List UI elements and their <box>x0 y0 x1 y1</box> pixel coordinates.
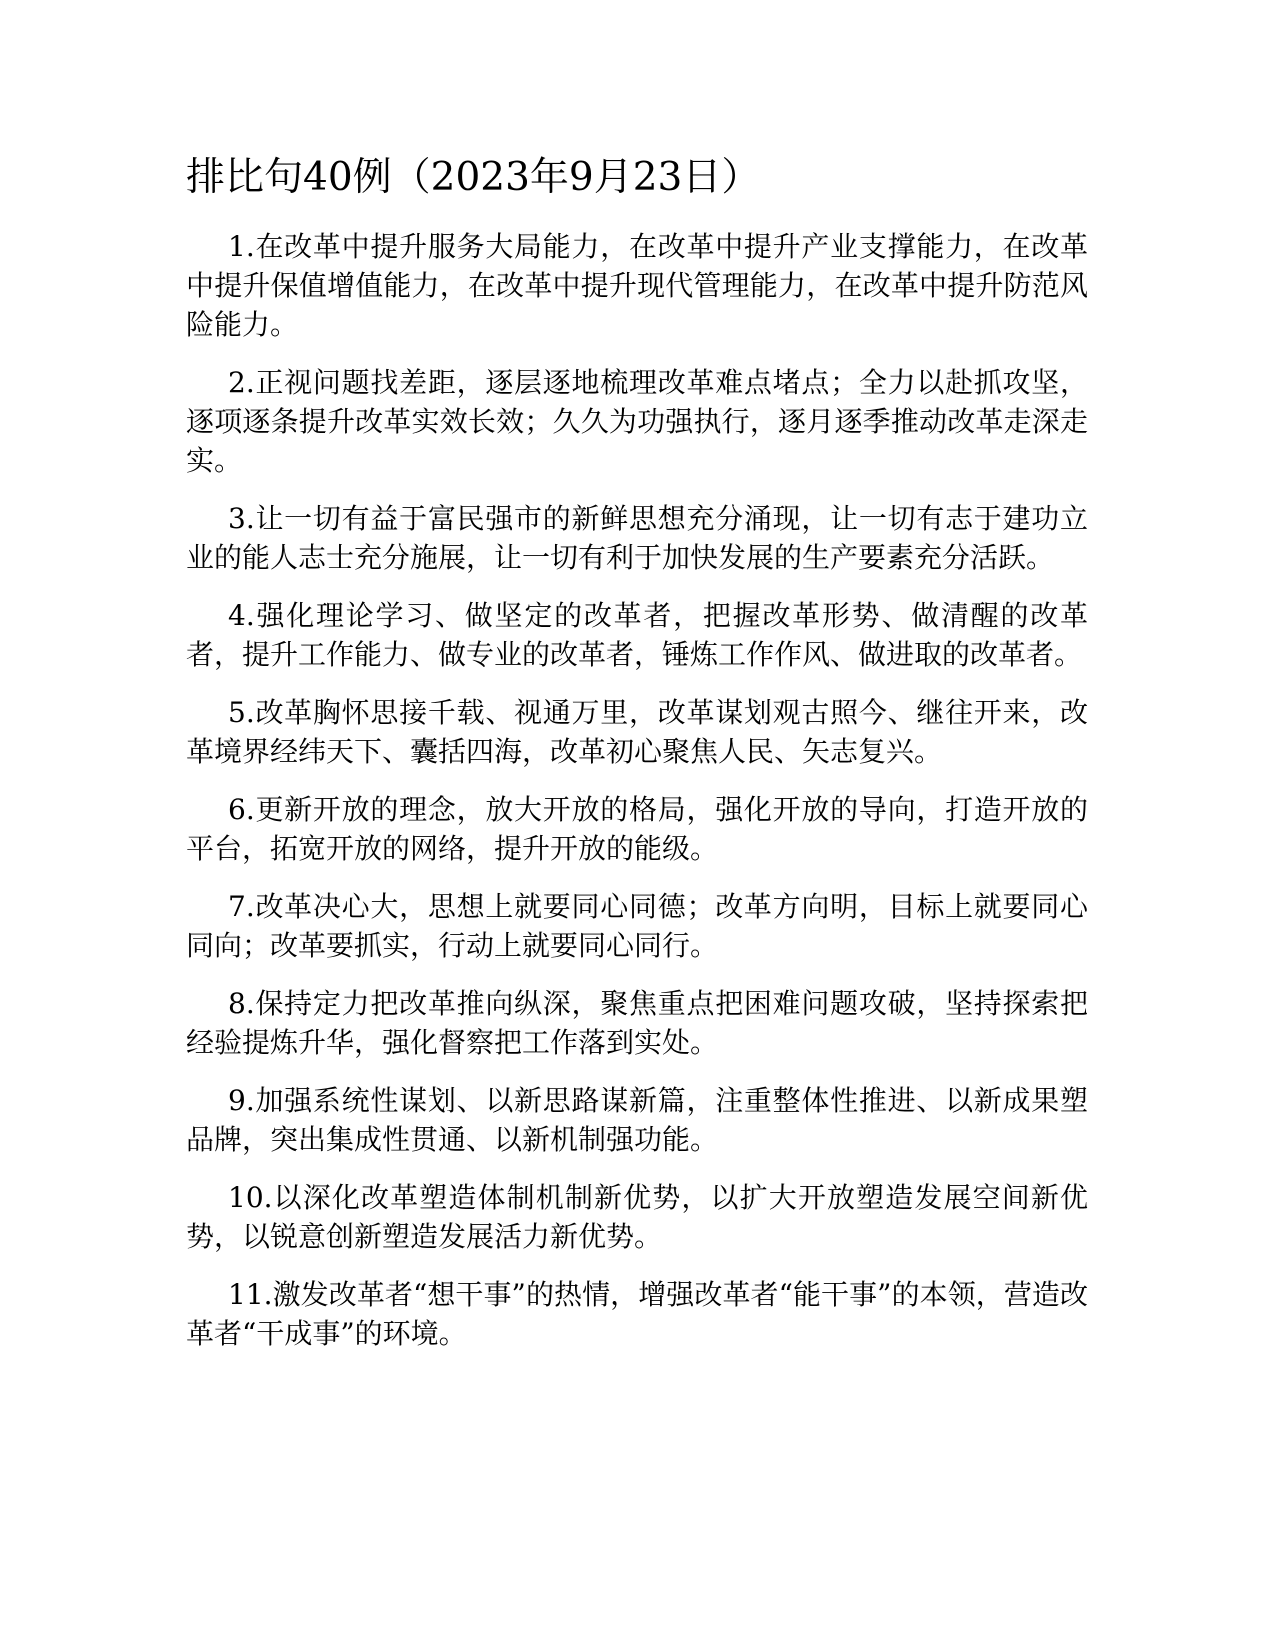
list-item: 1.在改革中提升服务大局能力，在改革中提升产业支撑能力，在改革中提升保值增值能力，在改革中提升现代管理能力，在改革中提升防范风险能力。 <box>186 230 1088 341</box>
list-item: 7.改革决心大，思想上就要同心同德；改革方向明，目标上就要同心同向；改革要抓实，行动上就要同心同行。 <box>186 890 1088 962</box>
list-item: 5.改革胸怀思接千载、视通万里，改革谋划观古照今、继往开来，改革境界经纬天下、囊括四海，改革初心聚焦人民、矢志复兴。 <box>186 696 1088 768</box>
document-title: 排比句40例（2023年9月23日） <box>186 155 761 200</box>
list-item: 2.正视问题找差距，逐层逐地梳理改革难点堵点；全力以赴抓攻坚，逐项逐条提升改革实效长效；久久为功强执行，逐月逐季推动改革走深走实。 <box>186 366 1088 477</box>
list-item: 4.强化理论学习、做坚定的改革者，把握改革形势、做清醒的改革者，提升工作能力、做专业的改革者，锤炼工作作风、做进取的改革者。 <box>186 599 1088 671</box>
list-item: 3.让一切有益于富民强市的新鲜思想充分涌现，让一切有志于建功立业的能人志士充分施展，让一切有利于加快发展的生产要素充分活跃。 <box>186 502 1088 574</box>
list-item: 6.更新开放的理念，放大开放的格局，强化开放的导向，打造开放的平台，拓宽开放的网络，提升开放的能级。 <box>186 793 1088 865</box>
list-item: 8.保持定力把改革推向纵深，聚焦重点把困难问题攻破，坚持探索把经验提炼升华，强化督察把工作落到实处。 <box>186 987 1088 1059</box>
item-list <box>186 227 1088 1372</box>
list-item: 9.加强系统性谋划、以新思路谋新篇，注重整体性推进、以新成果塑品牌，突出集成性贯通、以新机制强功能。 <box>186 1084 1088 1156</box>
list-item: 10.以深化改革塑造体制机制新优势，以扩大开放塑造发展空间新优势，以锐意创新塑造发展活力新优势。 <box>186 1181 1088 1253</box>
list-item: 11.激发改革者“想干事”的热情，增强改革者“能干事”的本领，营造改革者“干成事”的环境。 <box>186 1278 1088 1350</box>
